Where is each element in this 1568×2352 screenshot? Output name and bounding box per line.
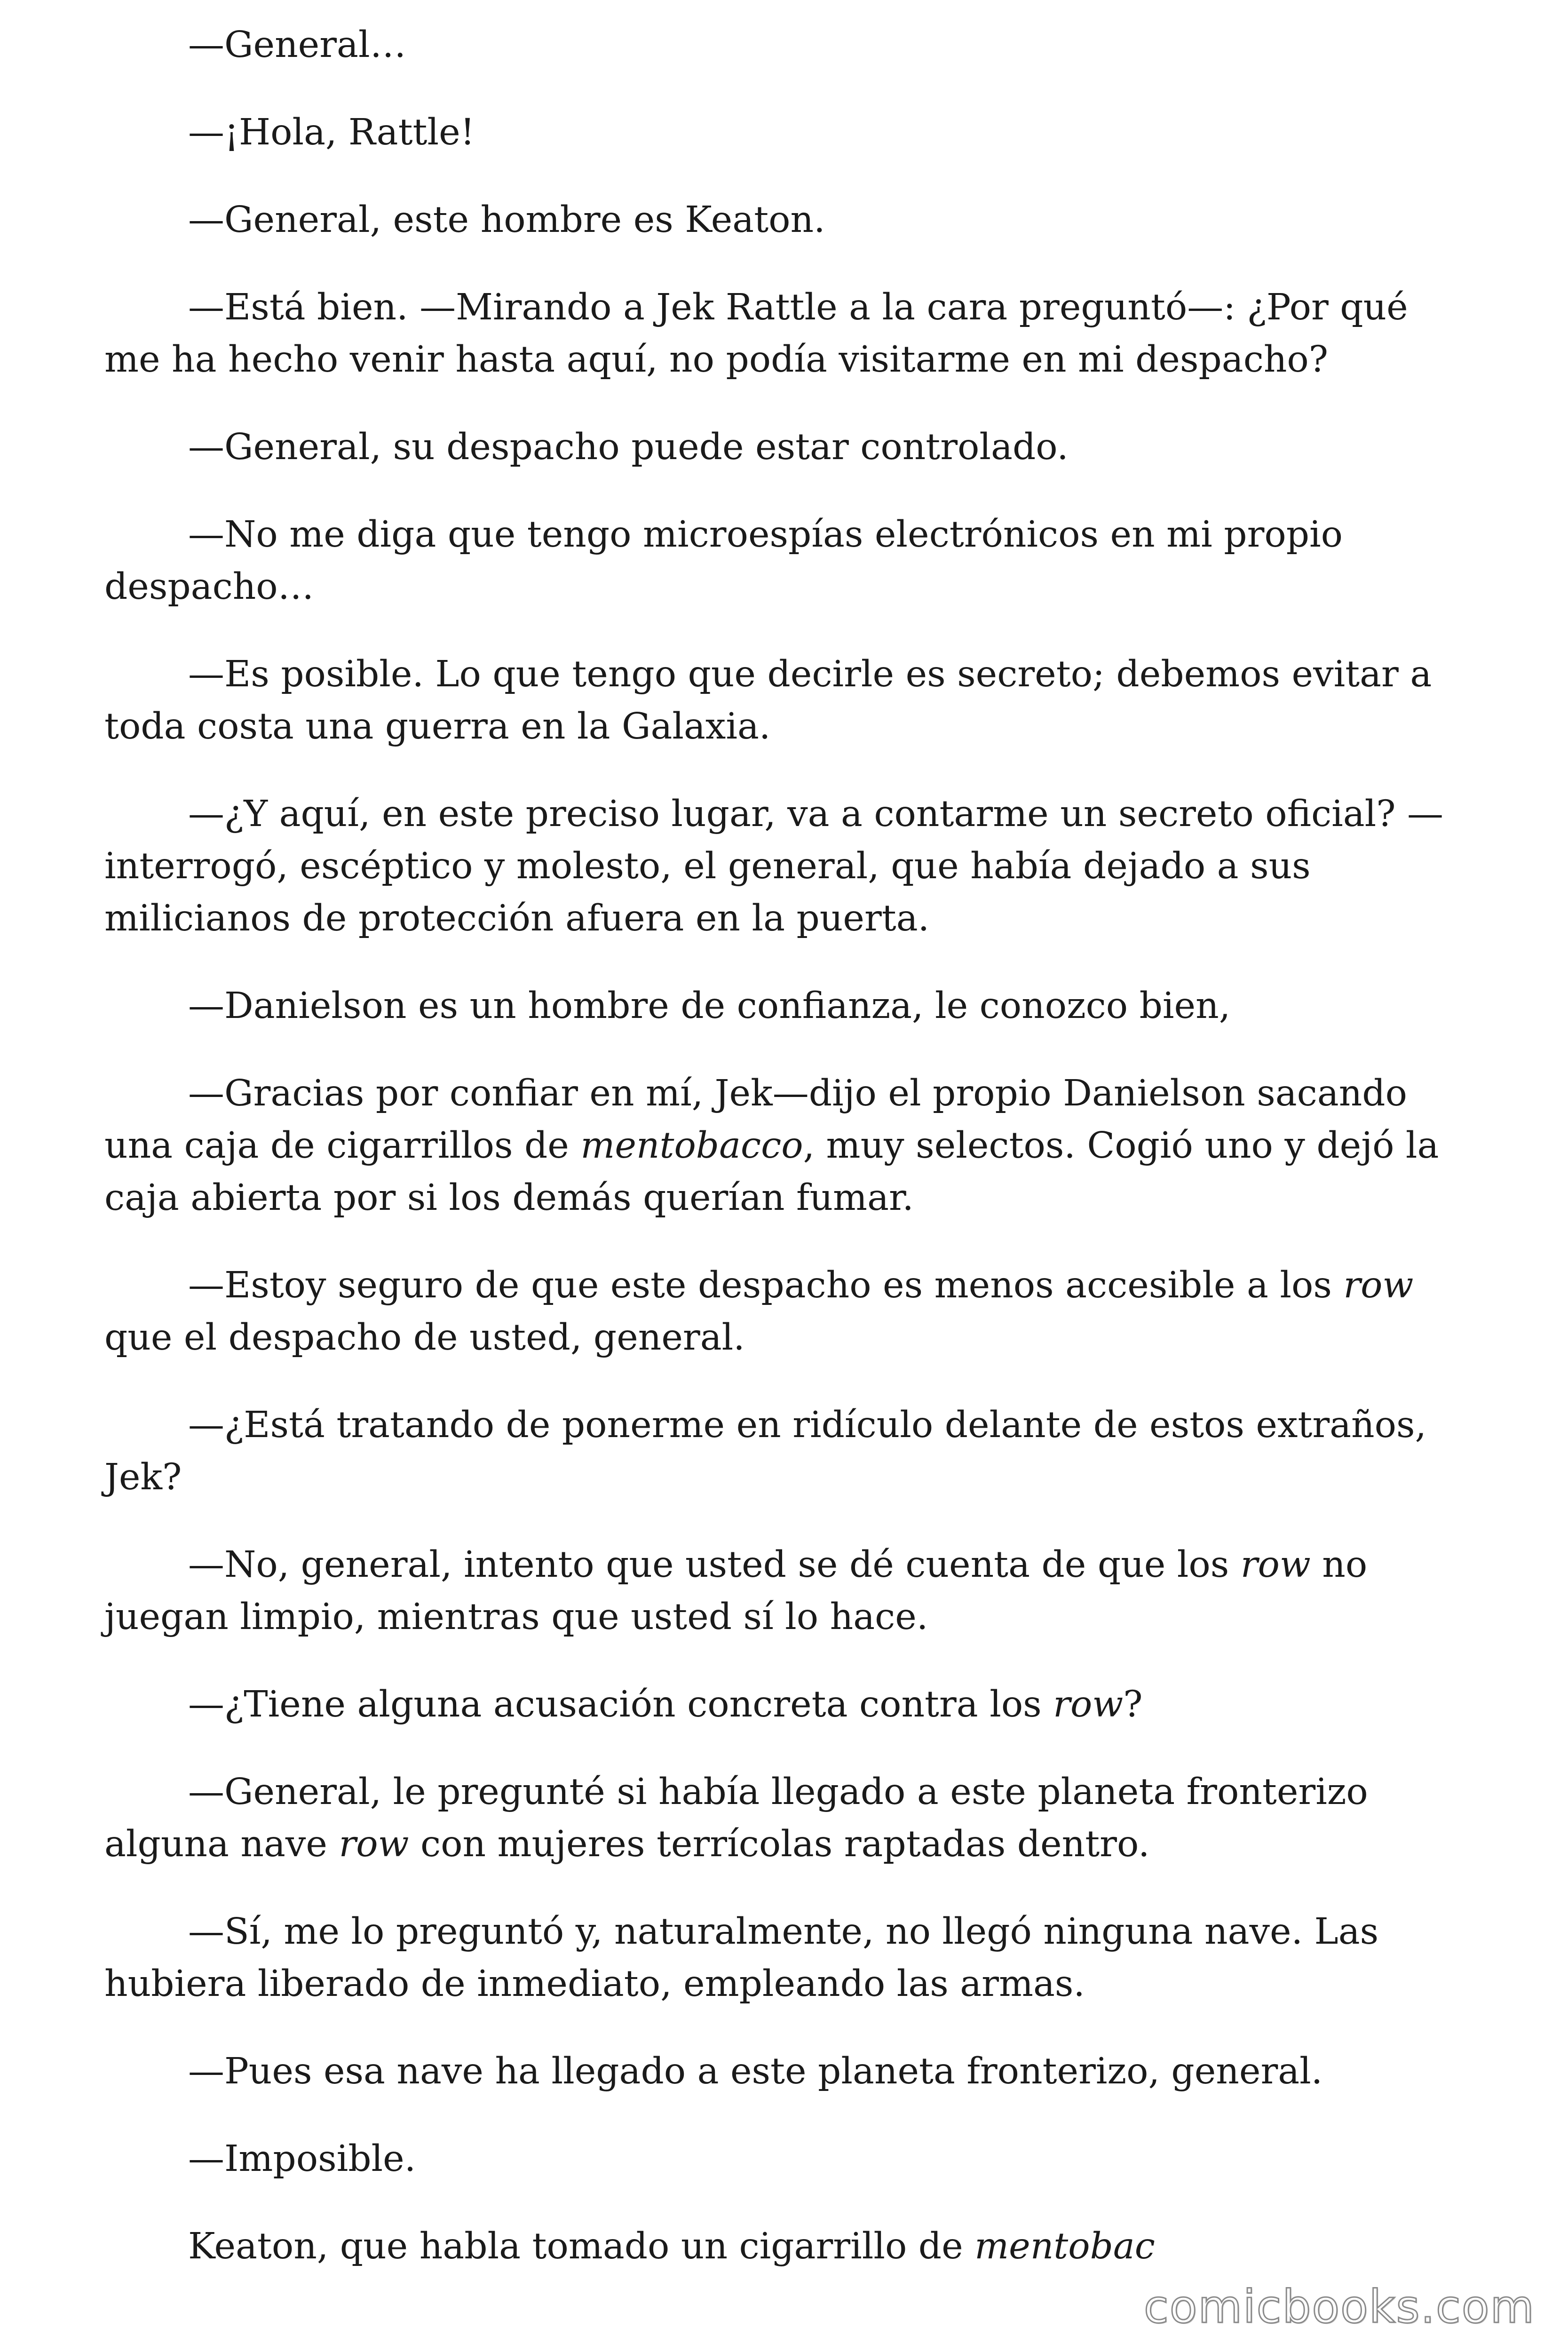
page-body [104, 19, 1468, 2308]
paragraph: —¡Hola, Rattle! [188, 111, 475, 153]
paragraph: —General, este hombre es Keaton. [188, 199, 825, 241]
paragraph: —Pues esa nave ha llegado a este planeta fronterizo, general. [188, 2050, 1323, 2092]
paragraph: —Estoy seguro de que este despacho es menos accesible a los row que el despacho de usted, general. [104, 1264, 1414, 1359]
paragraph: —No me diga que tengo microespías electrónicos en mi propio despacho… [104, 514, 1343, 608]
paragraph: —General, su despacho puede estar controlado. [188, 426, 1069, 468]
paragraph: —Sí, me lo preguntó y, naturalmente, no llegó ninguna nave. Las hubiera liberado de inmediato, empleando las armas. [104, 1911, 1379, 2005]
paragraph: —Es posible. Lo que tengo que decirle es secreto; debemos evitar a toda costa una guerra en la Galaxia. [104, 653, 1432, 747]
paragraph: —No, general, intento que usted se dé cuenta de que los row no juegan limpio, mientras que usted sí lo hace. [104, 1544, 1368, 1638]
paragraph: —Está bien. —Mirando a Jek Rattle a la cara preguntó—: ¿Por qué me ha hecho venir hasta aquí, no podía visitarme en mi despacho? [104, 286, 1408, 381]
paragraph: —General… [188, 24, 406, 66]
paragraph: —¿Está tratando de ponerme en ridículo delante de estos extraños, Jek? [104, 1404, 1427, 1498]
paragraph: —Danielson es un hombre de confianza, le conozco bien, [188, 985, 1231, 1027]
paragraph: —¿Y aquí, en este preciso lugar, va a contarme un secreto oficial? —interrogó, escéptico y molesto, el general, que había dejado a sus milicianos de protección afuera en la puerta. [104, 793, 1443, 939]
paragraph: Keaton, que habla tomado un cigarrillo de mentobac [188, 2225, 1155, 2267]
paragraph: —Imposible. [188, 2138, 416, 2180]
watermark: comicbooks.com [1143, 2280, 1535, 2333]
paragraph: —General, le pregunté si había llegado a este planeta fronterizo alguna nave row con mujeres terrícolas raptadas dentro. [104, 1771, 1368, 1865]
paragraph: —¿Tiene alguna acusación concreta contra los row? [188, 1684, 1143, 1725]
paragraph: —Gracias por confiar en mí, Jek—dijo el propio Danielson sacando una caja de cigarrillos de mentobacco, muy selectos. Cogió uno y dejó la caja abierta por si los demás querían fumar. [104, 1073, 1439, 1219]
